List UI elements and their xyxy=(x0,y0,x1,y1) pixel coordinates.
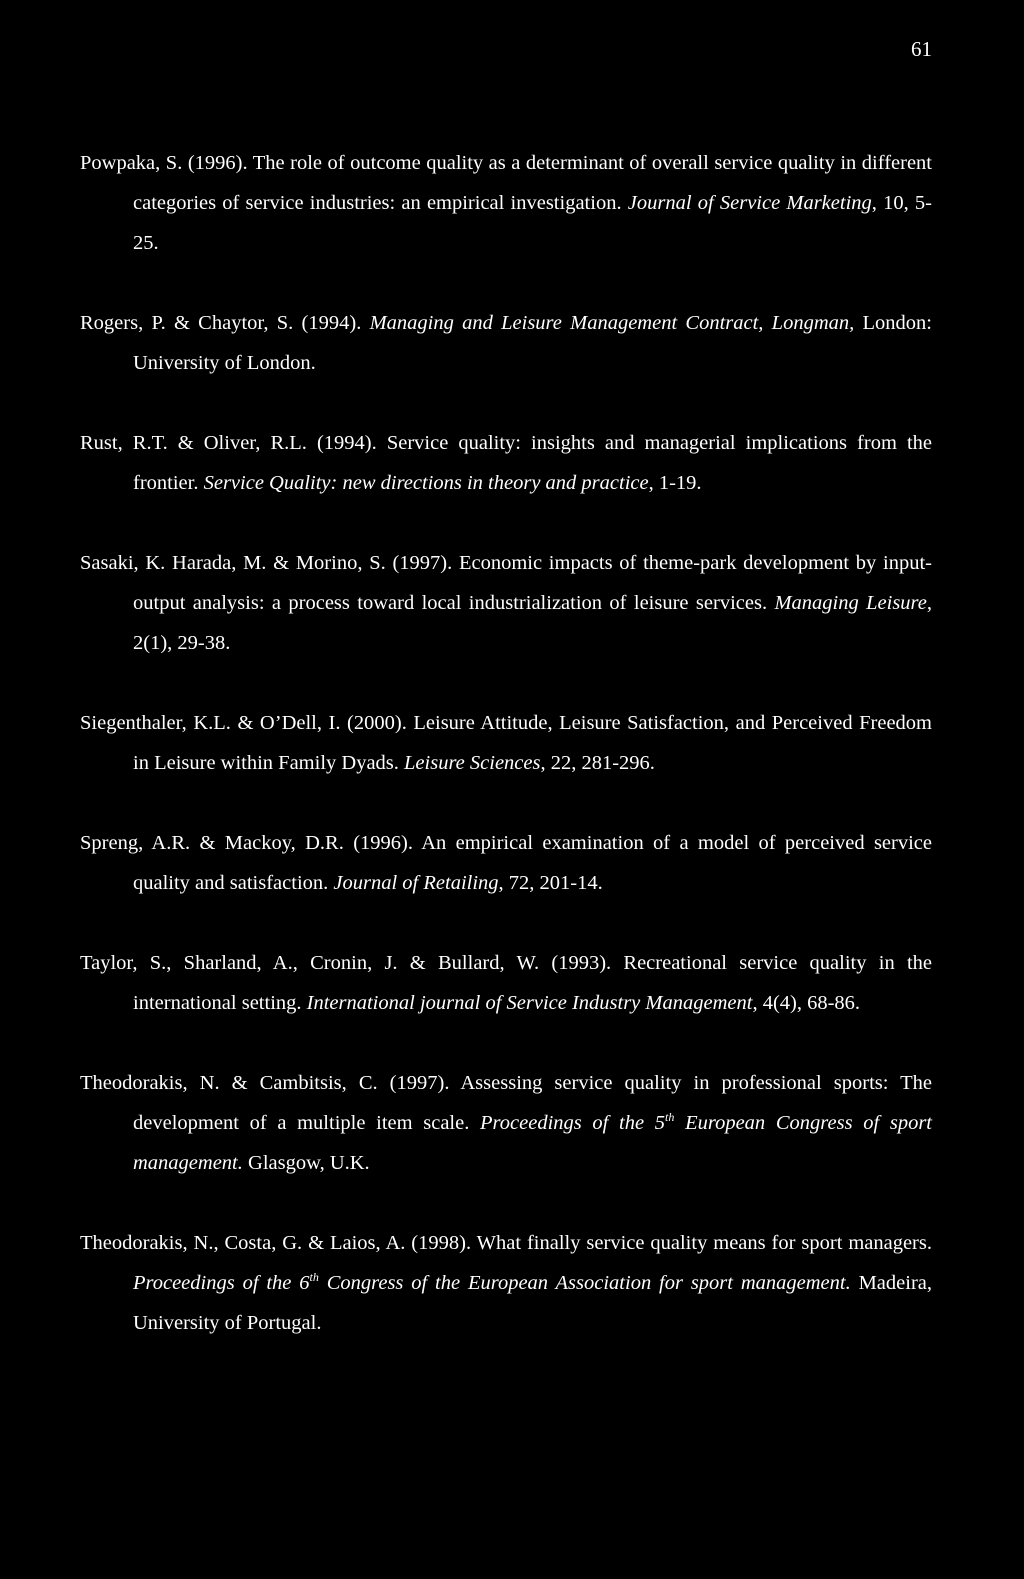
reference-source-text: Congress of the European Association for sport management. xyxy=(318,1272,851,1294)
reference-title: Recreational service quality in the international setting. xyxy=(133,952,932,1014)
reference-details: Madeira, University of Portugal. xyxy=(133,1272,932,1334)
reference-title: An empirical examination of a model of perceived service quality and satisfaction. xyxy=(133,832,933,894)
ordinal-suffix: th xyxy=(309,1270,319,1285)
reference-entry xyxy=(80,1223,932,1343)
reference-title: Service quality: insights and managerial implications from the frontier. xyxy=(133,432,932,494)
page-number: 61 xyxy=(911,37,932,61)
reference-source: Service Quality: new directions in theory and practice xyxy=(203,472,649,494)
reference-details: London: University of London. xyxy=(133,312,932,374)
reference-source: Managing Leisure xyxy=(774,592,927,614)
reference-authors: Rust, R.T. & Oliver, R.L. (1994). xyxy=(80,432,387,454)
reference-entry xyxy=(80,423,932,503)
reference-entry xyxy=(80,303,932,383)
reference-authors: Sasaki, K. Harada, M. & Morino, S. (1997). xyxy=(80,552,459,574)
reference-details: , 1-19. xyxy=(648,472,702,494)
reference-entry xyxy=(80,823,932,903)
reference-details: , 72, 201-14. xyxy=(498,872,603,894)
reference-source: Managing and Leisure Management Contract, Longman, xyxy=(369,312,855,334)
reference-entry xyxy=(80,1063,932,1183)
reference-source-text: Proceedings of the 5 xyxy=(480,1112,666,1134)
reference-authors: Spreng, A.R. & Mackoy, D.R. (1996). xyxy=(80,832,422,854)
reference-title: The role of outcome quality as a determinant of overall service quality in different categories of service industries: an empirical investigation. xyxy=(133,152,932,214)
reference-details: , 4(4), 68-86. xyxy=(752,992,861,1014)
ordinal-suffix: th xyxy=(665,1110,675,1125)
reference-details: Glasgow, U.K. xyxy=(242,1152,370,1174)
reference-source: Journal of Retailing xyxy=(333,872,499,894)
reference-entry xyxy=(80,943,932,1023)
reference-authors: Powpaka, S. (1996). xyxy=(80,152,253,174)
reference-entry xyxy=(80,543,932,663)
reference-title: What finally service quality means for sport managers. xyxy=(476,1232,932,1254)
reference-title: Assessing service quality in professional sports: The development of a multiple item scale. xyxy=(133,1072,932,1134)
reference-entry xyxy=(80,703,932,783)
reference-authors: Rogers, P. & Chaytor, S. (1994). xyxy=(80,312,370,334)
reference-entry xyxy=(80,143,932,263)
reference-authors: Taylor, S., Sharland, A., Cronin, J. & Bullard, W. (1993). xyxy=(80,952,624,974)
reference-source: Leisure Sciences xyxy=(404,752,541,774)
reference-title: Leisure Attitude, Leisure Satisfaction, and Perceived Freedom in Leisure within Family Dyads. xyxy=(133,712,932,774)
reference-source: Journal of Service Marketing xyxy=(627,192,872,214)
reference-list xyxy=(80,143,932,1383)
reference-details: , 2(1), 29-38. xyxy=(133,592,932,654)
reference-authors: Theodorakis, N., Costa, G. & Laios, A. (1998). xyxy=(80,1232,477,1254)
reference-source xyxy=(133,1272,851,1294)
reference-source-text: Proceedings of the 6 xyxy=(133,1272,310,1294)
reference-authors: Theodorakis, N. & Cambitsis, C. (1997). xyxy=(80,1072,461,1094)
reference-details: , 10, 5-25. xyxy=(133,192,932,254)
reference-source-text: European Congress of sport management. xyxy=(133,1112,933,1174)
reference-details: , 22, 281-296. xyxy=(540,752,655,774)
reference-authors: Siegenthaler, K.L. & O’Dell, I. (2000). xyxy=(80,712,414,734)
reference-title: Economic impacts of theme-park development by input-output analysis: a process toward local industrialization of leisure services. xyxy=(133,552,932,614)
reference-source: International journal of Service Industry Management xyxy=(306,992,753,1014)
